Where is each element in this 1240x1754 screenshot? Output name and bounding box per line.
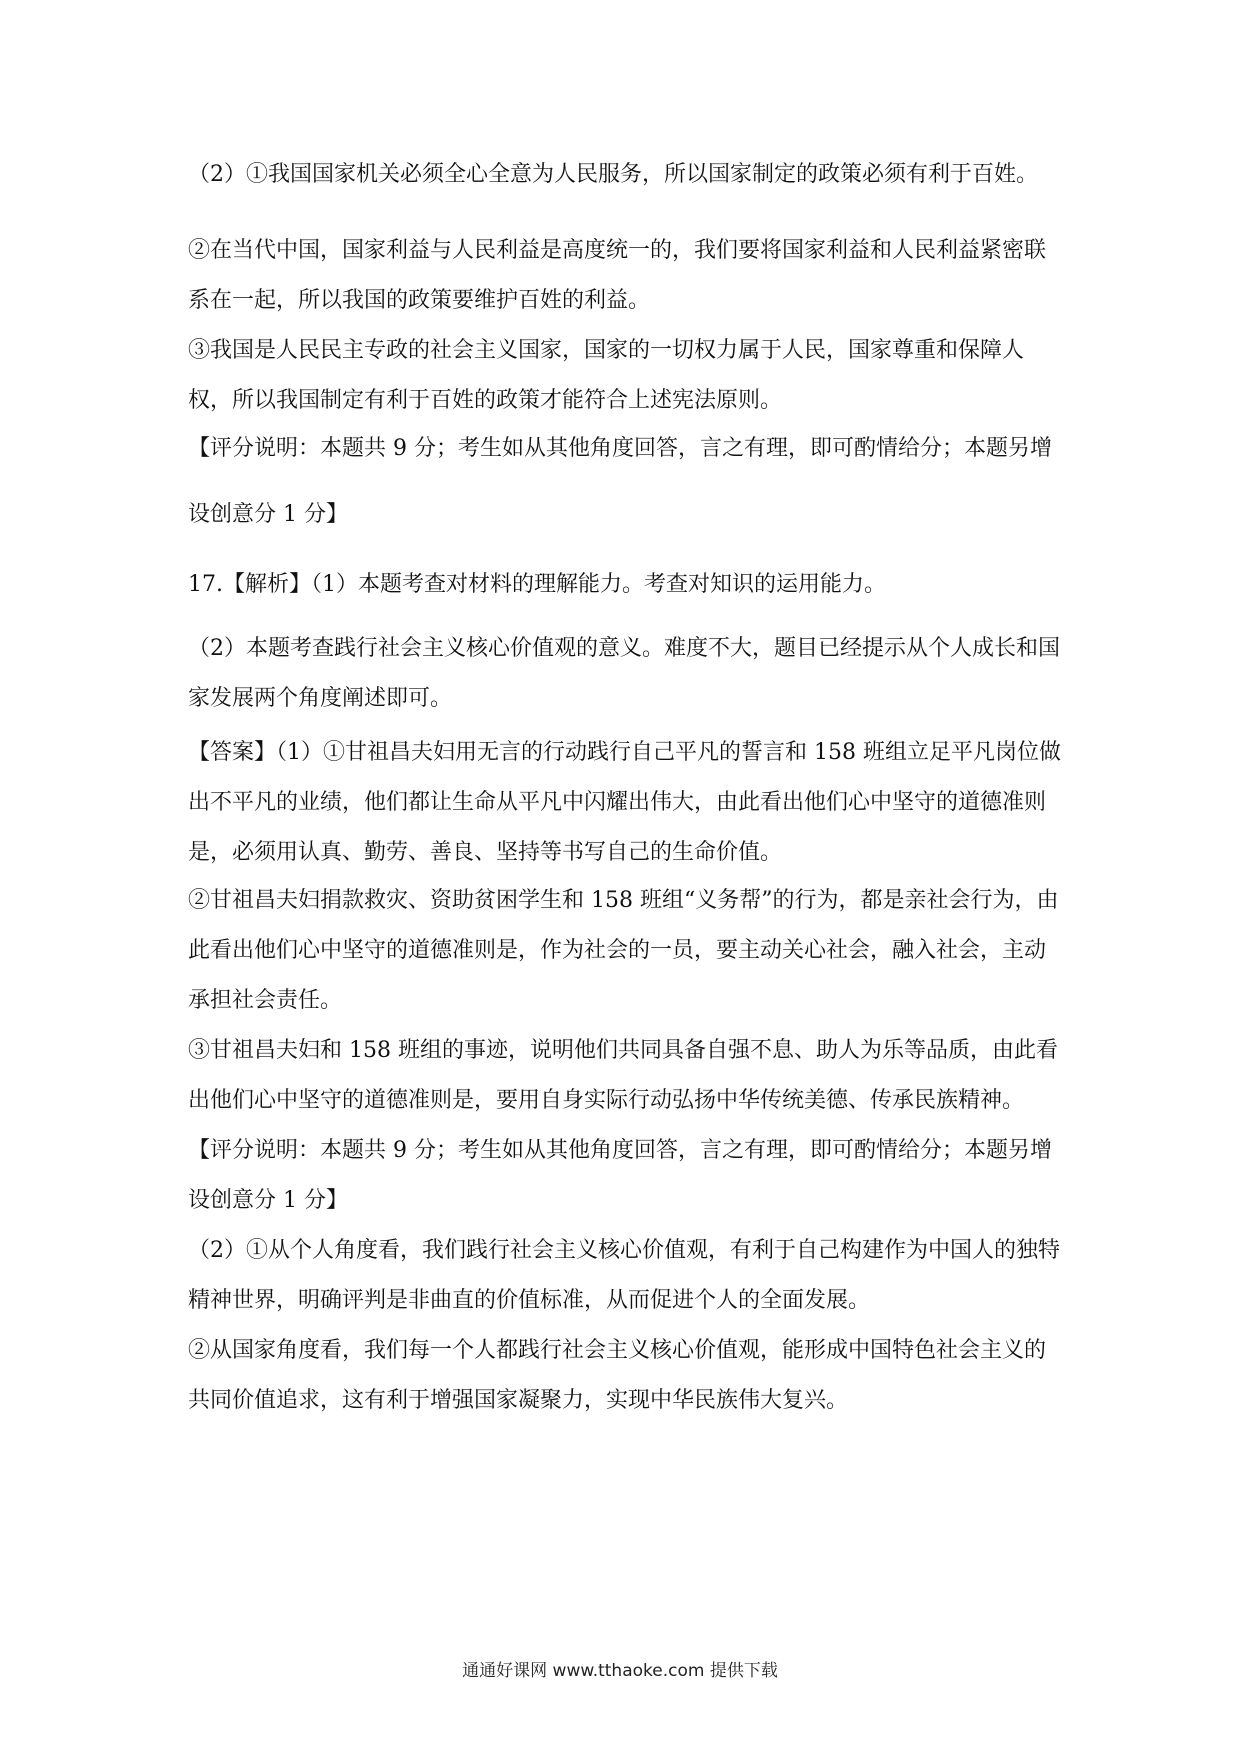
answer-17-2-point-2: ②从国家角度看，我们每一个人都践行社会主义核心价值观，能形成中国特色社会主义的共同价值追求，这有利于增强国家凝聚力，实现中华民族伟大复兴。 (188, 1338, 1047, 1413)
page-footer: 通通好课网 www.tthaoke.com 提供下载 (462, 1661, 778, 1681)
answer-17-1-point-3: ③甘祖昌夫妇和 158 班组的事迹，说明他们共同具备自强不息、助人为乐等品质，由此看出他们心中坚守的道德准则是，要用自身实际行动弘扬中华传统美德、传承民族精神。 (188, 1038, 1058, 1113)
answer-17-2-point-1: （2）①从个人角度看，我们践行社会主义核心价值观，有利于自己构建作为中国人的独特精神世界，明确评判是非曲直的价值标准，从而促进个人的全面发展。 (188, 1238, 1061, 1313)
answer-17-1-point-1: 【答案】（1）①甘祖昌夫妇用无言的行动践行自己平凡的誓言和 158 班组立足平凡岗位做出不平凡的业绩，他们都让生命从平凡中闪耀出伟大，由此看出他们心中坚守的道德准则是，必须用认真、勤劳、善良、坚持等书写自己的生命价值。 (188, 740, 1061, 865)
analysis-17-part-1: 17.【解析】（1）本题考查对材料的理解能力。考查对知识的运用能力。 (188, 572, 886, 597)
analysis-17-part-2: （2）本题考查践行社会主义核心价值观的意义。难度不大，题目已经提示从个人成长和国家发展两个角度阐述即可。 (188, 636, 1061, 711)
answer-16-2-point-1: （2）①我国国家机关必须全心全意为人民服务，所以国家制定的政策必须有利于百姓。 (188, 162, 1038, 187)
answer-16-2-point-2: ②在当代中国，国家利益与人民利益是高度统一的，我们要将国家利益和人民利益紧密联系在一起，所以我国的政策要维护百姓的利益。 (188, 238, 1047, 313)
scoring-note-16-line-1: 【评分说明：本题共 9 分；考生如从其他角度回答，言之有理，即可酌情给分；本题另增 (188, 436, 1052, 461)
scoring-note-16-line-2: 设创意分 1 分】 (188, 502, 348, 527)
answer-17-1-point-2: ②甘祖昌夫妇捐款救灾、资助贫困学生和 158 班组“义务帮”的行为，都是亲社会行为，由此看出他们心中坚守的道德准则是，作为社会的一员，要主动关心社会，融入社会，主动承担社会责任。 (188, 888, 1059, 1013)
scoring-note-17: 【评分说明：本题共 9 分；考生如从其他角度回答，言之有理，即可酌情给分；本题另增设创意分 1 分】 (188, 1138, 1052, 1213)
answer-16-2-point-3: ③我国是人民民主专政的社会主义国家，国家的一切权力属于人民，国家尊重和保障人权，所以我国制定有利于百姓的政策才能符合上述宪法原则。 (188, 338, 1025, 413)
